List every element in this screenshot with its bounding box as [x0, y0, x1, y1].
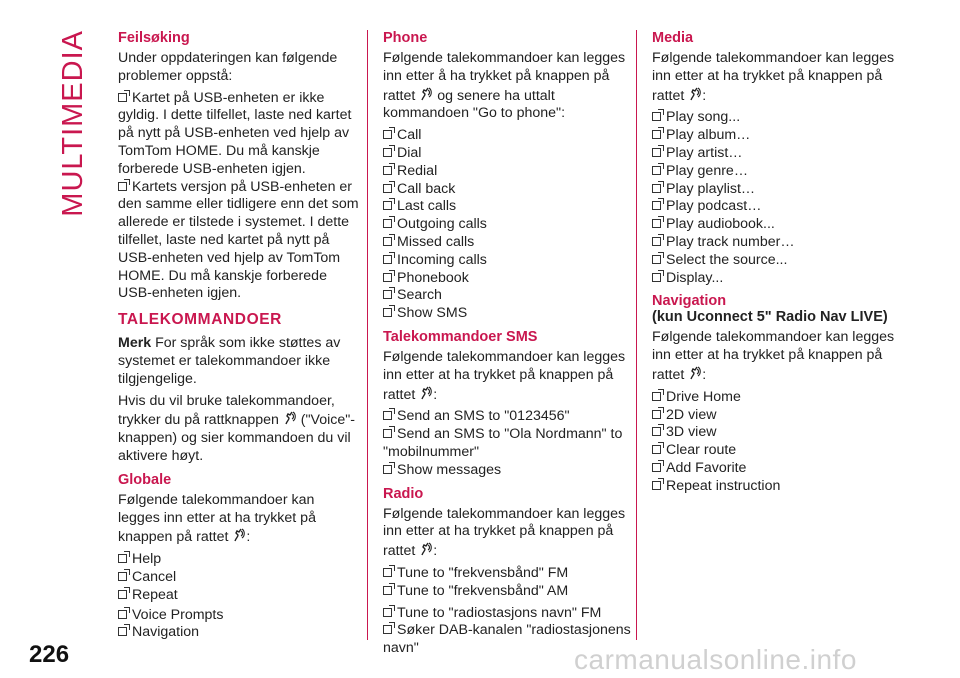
heading-voice-commands: TALEKOMMANDOER: [118, 311, 282, 329]
checkbox-bullet-icon: [118, 554, 127, 563]
checkbox-bullet-icon: [383, 184, 392, 193]
list-item: Repeat: [118, 587, 360, 605]
global-intro: Følgende talekommandoer kan legges inn etter at ha trykket på knappen på rattet :: [118, 491, 316, 546]
list-item: Missed calls: [383, 234, 633, 252]
list-item: Voice Prompts: [118, 607, 360, 625]
checkbox-bullet-icon: [383, 166, 392, 175]
list-item: Play podcast…: [652, 198, 902, 216]
heading-troubleshooting: Feilsøking: [118, 30, 190, 46]
checkbox-bullet-icon: [652, 481, 661, 490]
checkbox-bullet-icon: [383, 308, 392, 317]
voice-steering-wheel-icon: [283, 410, 297, 426]
list-item: Phonebook: [383, 270, 633, 288]
sms-list: [383, 408, 633, 479]
usage-text: Hvis du vil bruke talekommandoer, trykker du på rattknappen ("Voice"-knappen) og sier kommandoen du vil aktivere høyt.: [118, 392, 356, 464]
heading-global: Globale: [118, 471, 172, 488]
list-item: Play genre…: [652, 163, 902, 181]
navigation-subheading: (kun Uconnect 5" Radio Nav LIVE): [652, 309, 888, 326]
heading-media: Media: [652, 30, 694, 46]
checkbox-bullet-icon: [383, 465, 392, 474]
list-item: Search: [383, 287, 633, 305]
sms-intro: Følgende talekommandoer kan legges inn etter at ha trykket på knappen på rattet :: [383, 348, 626, 403]
watermark: carmanualsonline.info: [574, 644, 857, 675]
checkbox-bullet-icon: [383, 273, 392, 282]
checkbox-bullet-icon: [383, 201, 392, 210]
troubleshooting-list: [118, 90, 360, 304]
section-tab: [56, 30, 90, 217]
list-item: Call back: [383, 181, 633, 199]
checkbox-bullet-icon: [383, 255, 392, 264]
column-2: [383, 28, 633, 662]
note-label: Merk: [118, 335, 152, 352]
voice-steering-wheel-icon: [419, 541, 433, 557]
checkbox-bullet-icon: [383, 586, 392, 595]
list-item: Outgoing calls: [383, 216, 633, 234]
list-item: Kartet på USB-enheten er ikke gyldig. I dette tilfellet, laste ned kartet på nytt på USB-enheten ved hjelp av TomTom HOME. Du må kanskje forberede USB-enheten igjen.: [118, 89, 352, 177]
global-list: [118, 551, 360, 642]
heading-navigation: Navigation (kun Uconnect 5" Radio Nav LIVE): [652, 293, 902, 325]
note-text: For språk som ikke støttes av systemet er talekommandoer ikke tilgjengelige.: [118, 335, 341, 387]
column-divider: [636, 30, 637, 640]
checkbox-bullet-icon: [383, 608, 392, 617]
checkbox-bullet-icon: [383, 568, 392, 577]
list-item: Send an SMS to "Ola Nordmann" to "mobilnummer": [383, 426, 623, 460]
column-1: [118, 28, 360, 646]
navigation-intro: Følgende talekommandoer kan legges inn etter at ha trykket på knappen på rattet :: [652, 329, 895, 383]
checkbox-bullet-icon: [652, 255, 661, 264]
voice-steering-wheel-icon: [419, 86, 433, 102]
checkbox-bullet-icon: [383, 219, 392, 228]
voice-steering-wheel-icon: [232, 527, 246, 543]
list-item: Show messages: [383, 462, 633, 480]
page-number: 226: [29, 641, 70, 668]
navigation-list: [652, 389, 902, 496]
list-item: Navigation: [118, 624, 360, 642]
checkbox-bullet-icon: [383, 411, 392, 420]
checkbox-bullet-icon: [652, 445, 661, 454]
checkbox-bullet-icon: [118, 93, 127, 102]
list-item: Show SMS: [383, 305, 633, 323]
checkbox-bullet-icon: [652, 410, 661, 419]
list-item: Cancel: [118, 569, 360, 587]
checkbox-bullet-icon: [118, 590, 127, 599]
list-item: Søker DAB-kanalen "radiostasjonens navn": [383, 622, 631, 657]
phone-list: [383, 127, 633, 323]
checkbox-bullet-icon: [652, 273, 661, 282]
list-item: Clear route: [652, 442, 902, 460]
list-item: Dial: [383, 145, 633, 163]
checkbox-bullet-icon: [383, 130, 392, 139]
list-item: Add Favorite: [652, 460, 902, 478]
heading-sms: Talekommandoer SMS: [383, 328, 538, 345]
list-item: Tune to "frekvensbånd" FM: [383, 565, 633, 583]
list-item: 3D view: [652, 424, 902, 442]
column-divider: [367, 30, 368, 640]
checkbox-bullet-icon: [383, 429, 392, 438]
checkbox-bullet-icon: [383, 237, 392, 246]
section-tab-label: MULTIMEDIA: [56, 30, 89, 217]
voice-steering-wheel-icon: [419, 385, 433, 401]
checkbox-bullet-icon: [652, 201, 661, 210]
checkbox-bullet-icon: [383, 625, 392, 634]
list-item: 2D view: [652, 407, 902, 425]
checkbox-bullet-icon: [383, 148, 392, 157]
checkbox-bullet-icon: [118, 627, 127, 636]
checkbox-bullet-icon: [652, 463, 661, 472]
list-item: Play artist…: [652, 145, 902, 163]
list-item: Drive Home: [652, 389, 902, 407]
checkbox-bullet-icon: [118, 572, 127, 581]
list-item: Repeat instruction: [652, 478, 902, 496]
checkbox-bullet-icon: [652, 219, 661, 228]
list-item: Display...: [652, 270, 902, 288]
note: [118, 335, 360, 388]
list-item: Play album…: [652, 127, 902, 145]
list-item: Tune to "frekvensbånd" AM: [383, 583, 633, 601]
checkbox-bullet-icon: [652, 237, 661, 246]
checkbox-bullet-icon: [652, 427, 661, 436]
list-item: Play song...: [652, 109, 902, 127]
list-item: Play playlist…: [652, 181, 902, 199]
phone-intro: Følgende talekommandoer kan legges inn etter å ha trykket på knappen på rattet og senere ha uttalt kommandoen "Go to phone":: [383, 50, 626, 122]
list-item: Select the source...: [652, 252, 902, 270]
checkbox-bullet-icon: [652, 166, 661, 175]
list-item: Send an SMS to "0123456": [383, 408, 633, 426]
checkbox-bullet-icon: [652, 148, 661, 157]
heading-phone: Phone: [383, 30, 428, 46]
list-item: Call: [383, 127, 633, 145]
list-item: Tune to "radiostasjons navn" FM: [383, 605, 633, 623]
voice-steering-wheel-icon: [688, 365, 702, 381]
checkbox-bullet-icon: [652, 130, 661, 139]
list-item: Incoming calls: [383, 252, 633, 270]
checkbox-bullet-icon: [118, 610, 127, 619]
checkbox-bullet-icon: [118, 182, 127, 191]
checkbox-bullet-icon: [652, 112, 661, 121]
list-item: Play audiobook...: [652, 216, 902, 234]
media-intro: Følgende talekommandoer kan legges inn etter at ha trykket på knappen på rattet :: [652, 50, 895, 104]
list-item: Play track number…: [652, 234, 902, 252]
checkbox-bullet-icon: [652, 392, 661, 401]
list-item: Redial: [383, 163, 633, 181]
checkbox-bullet-icon: [652, 184, 661, 193]
column-3: [652, 28, 902, 500]
heading-radio: Radio: [383, 485, 424, 502]
checkbox-bullet-icon: [383, 290, 392, 299]
troubleshooting-intro: Under oppdateringen kan følgende problemer oppstå:: [118, 50, 338, 84]
list-item: Kartets versjon på USB-enheten er den samme eller tidligere enn det som allerede er tilstede i systemet. I dette tilfellet, laste ned kartet på nytt på USB-enheten ved hjelp av TomTom HOME. Du må kanskje forberede USB-enheten igjen.: [118, 178, 359, 302]
radio-intro: Følgende talekommandoer kan legges inn etter at ha trykket på knappen på rattet :: [383, 505, 626, 560]
list-item: Last calls: [383, 198, 633, 216]
list-item: Help: [118, 551, 360, 569]
media-list: [652, 109, 902, 287]
voice-steering-wheel-icon: [688, 86, 702, 102]
